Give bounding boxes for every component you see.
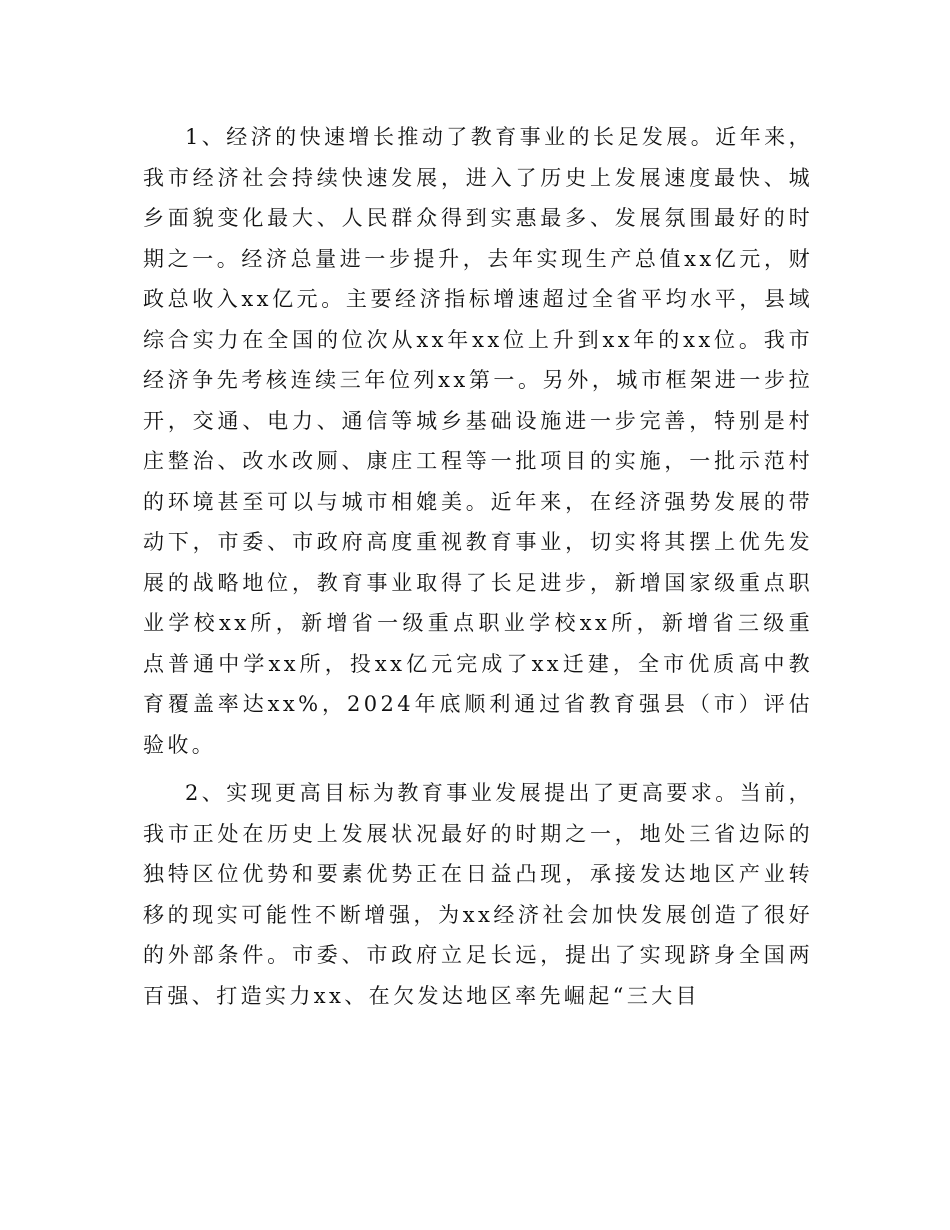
paragraph-economic-growth: 1、经济的快速增长推动了教育事业的长足发展。近年来，我市经济社会持续快速发展，进入了历史上发展速度最快、城乡面貌变化最大、人民群众得到实惠最多、发展氛围最好的时期之一。经济总量进一步提升，去年实现生产总值xx亿元，财政总收入xx亿元。主要经济指标增速超过全省平均水平，县域综合实力在全国的位次从xx年xx位上升到xx年的xx位。我市经济争先考核连续三年位列xx第一。另外，城市框架进一步拉开，交通、电力、通信等城乡基础设施进一步完善，特别是村庄整治、改水改厕、康庄工程等一批项目的实施，一批示范村的环境甚至可以与城市相媲美。近年来，在经济强势发展的带动下，市委、市政府高度重视教育事业，切实将其摆上优先发展的战略地位，教育事业取得了长足进步，新增国家级重点职业学校xx所，新增省一级重点职业学校xx所，新增省三级重点普通中学xx所，投xx亿元完成了xx迁建，全市优质高中教育覆盖率达xx%，2024年底顺利通过省教育强县（市）评估验收。: [143, 125, 813, 757]
document-body: [143, 117, 813, 1016]
paragraph-higher-goals: 2、实现更高目标为教育事业发展提出了更高要求。当前，我市正处在历史上发展状况最好的时期之一，地处三省边际的独特区位优势和要素优势正在日益凸现，承接发达地区产业转移的现实可能性不断增强，为xx经济社会加快发展创造了很好的外部条件。市委、市政府立足长远，提出了实现跻身全国两百强、打造实力xx、在欠发达地区率先崛起“三大目: [143, 781, 813, 1008]
